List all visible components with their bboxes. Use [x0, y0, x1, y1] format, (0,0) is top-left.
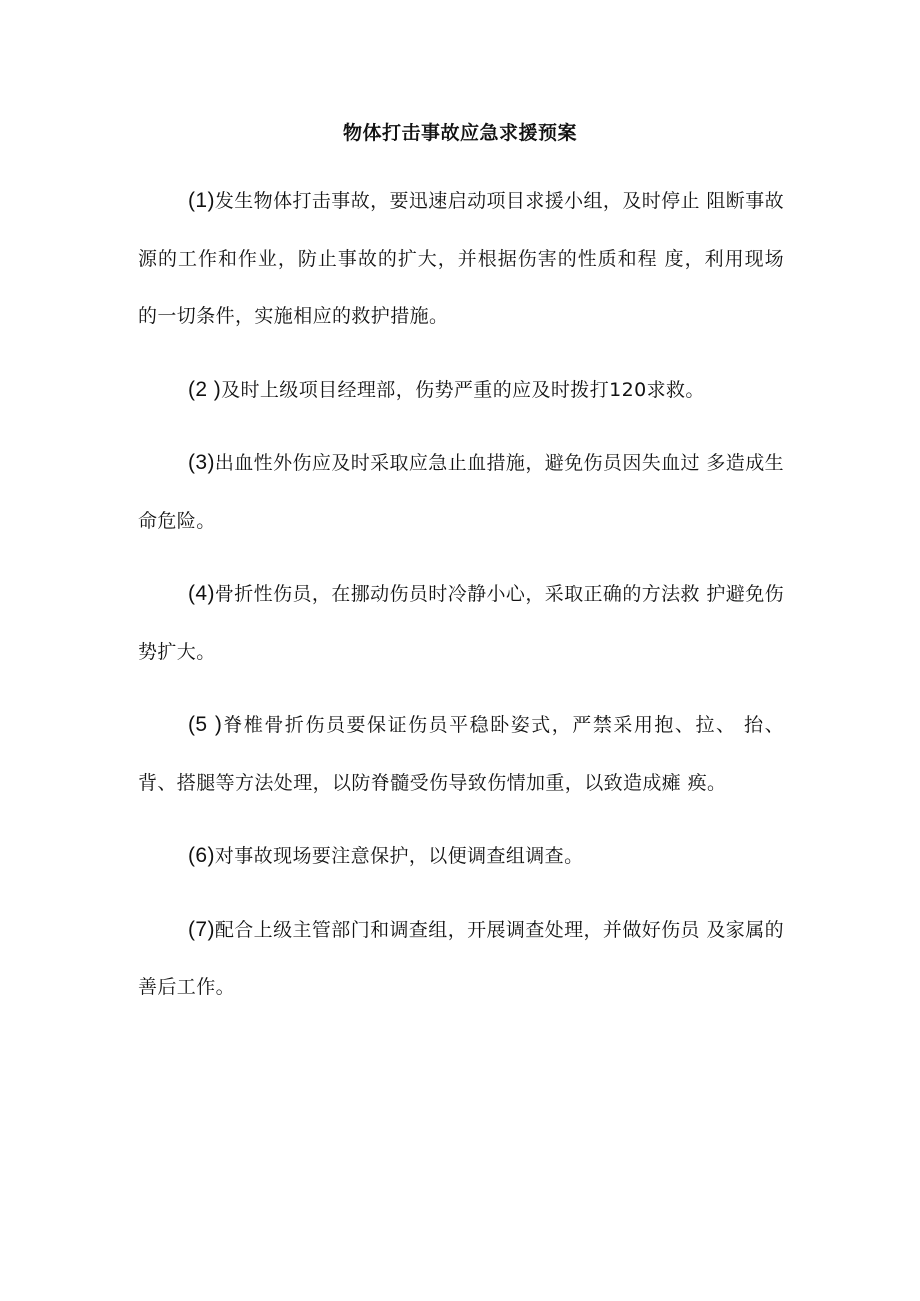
paragraph-7-number: (7)	[188, 917, 215, 941]
paragraph-2-number: (2 )	[188, 377, 222, 401]
paragraph-2	[138, 361, 784, 420]
paragraph-3-text: 出血性外伤应及时采取应急止血措施，避免伤员因失血过 多造成生命危险。	[138, 452, 784, 532]
document-body	[138, 172, 784, 1032]
paragraph-4-number: (4)	[188, 582, 215, 605]
paragraph-5-number: (5 )	[188, 713, 223, 736]
paragraph-7	[138, 901, 784, 1017]
paragraph-3-number: (3)	[188, 451, 215, 474]
paragraph-1	[138, 172, 784, 346]
paragraph-4-text: 骨折性伤员，在挪动伤员时冷静小心，采取正确的方法救 护避免伤势扩大。	[138, 583, 784, 663]
paragraph-1-text: 发生物体打击事故，要迅速启动项目求援小组，及时停止 阻断事故源的工作和作业，防止事故的扩大，并根据伤害的性质和程 度，利用现场的一切条件，实施相应的救护措施。	[138, 190, 784, 327]
paragraph-4	[138, 565, 784, 681]
paragraph-5	[138, 696, 784, 812]
document-title: 物体打击事故应急求援预案	[342, 122, 577, 144]
paragraph-3	[138, 434, 784, 550]
paragraph-6-number: (6)	[188, 844, 215, 867]
paragraph-2-text: 及时上级项目经理部，伤势严重的应及时拨打120求救。	[221, 378, 705, 401]
paragraph-5-text: 脊椎骨折伤员要保证伤员平稳卧姿式，严禁采用抱、拉、 抬、背、搭腿等方法处理，以防脊髓受伤导致伤情加重，以致造成瘫 痪。	[138, 714, 784, 794]
paragraph-1-number: (1)	[188, 189, 215, 212]
paragraph-6	[138, 827, 784, 886]
paragraph-7-text: 配合上级主管部门和调查组，开展调查处理，并做好伤员 及家属的善后工作。	[138, 918, 784, 998]
paragraph-6-text: 对事故现场要注意保护，以便调查组调查。	[214, 845, 584, 867]
